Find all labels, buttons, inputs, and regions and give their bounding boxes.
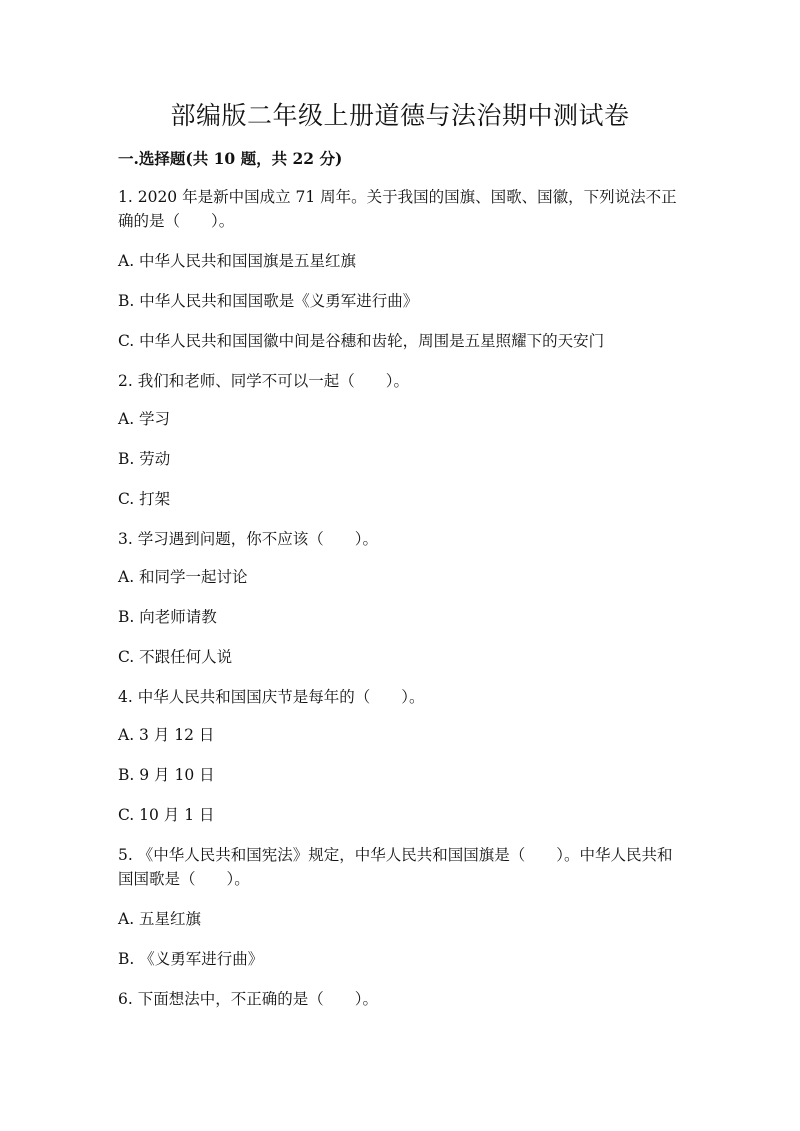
option-a: A. 中华人民共和国国旗是五星红旗 [118,252,357,270]
question-text: 6. 下面想法中，不正确的是（ ）。 [118,990,378,1008]
option-c: C. 打架 [118,490,171,508]
question-4 [118,685,682,827]
option-a: A. 五星红旗 [118,910,202,928]
question-2 [118,369,682,511]
option-b: B. 9 月 10 日 [118,766,215,784]
question-3 [118,527,682,669]
option-c: C. 中华人民共和国国徽中间是谷穗和齿轮，周围是五星照耀下的天安门 [118,332,605,350]
option-b: B. 中华人民共和国国歌是《义勇军进行曲》 [118,292,419,310]
option-a: A. 学习 [118,410,171,428]
option-c: C. 不跟任何人说 [118,648,233,666]
question-text: 2. 我们和老师、同学不可以一起（ ）。 [118,372,409,390]
section-heading: 一.选择题(共 10 题，共 22 分) [118,149,343,168]
question-list [118,185,682,1025]
option-a: A. 3 月 12 日 [118,726,215,744]
question-5 [118,843,682,971]
question-text: 3. 学习遇到问题，你不应该（ ）。 [118,530,378,548]
option-b: B. 向老师请教 [118,608,217,626]
option-c: C. 10 月 1 日 [118,806,215,824]
question-text: 4. 中华人民共和国国庆节是每年的（ ）。 [118,688,425,706]
option-a: A. 和同学一起讨论 [118,568,248,586]
question-1 [118,185,682,353]
question-text: 1. 2020 年是新中国成立 71 周年。关于我国的国旗、国歌、国徽，下列说法不正确的是（ ）。 [118,188,677,230]
option-b: B. 《义勇军进行曲》 [118,950,264,968]
question-6 [118,987,682,1011]
question-text: 5. 《中华人民共和国宪法》规定，中华人民共和国国旗是（ ）。中华人民共和国国歌是（ ）。 [118,846,673,888]
option-b: B. 劳动 [118,450,171,468]
page-title: 部编版二年级上册道德与法治期中测试卷 [170,101,630,130]
